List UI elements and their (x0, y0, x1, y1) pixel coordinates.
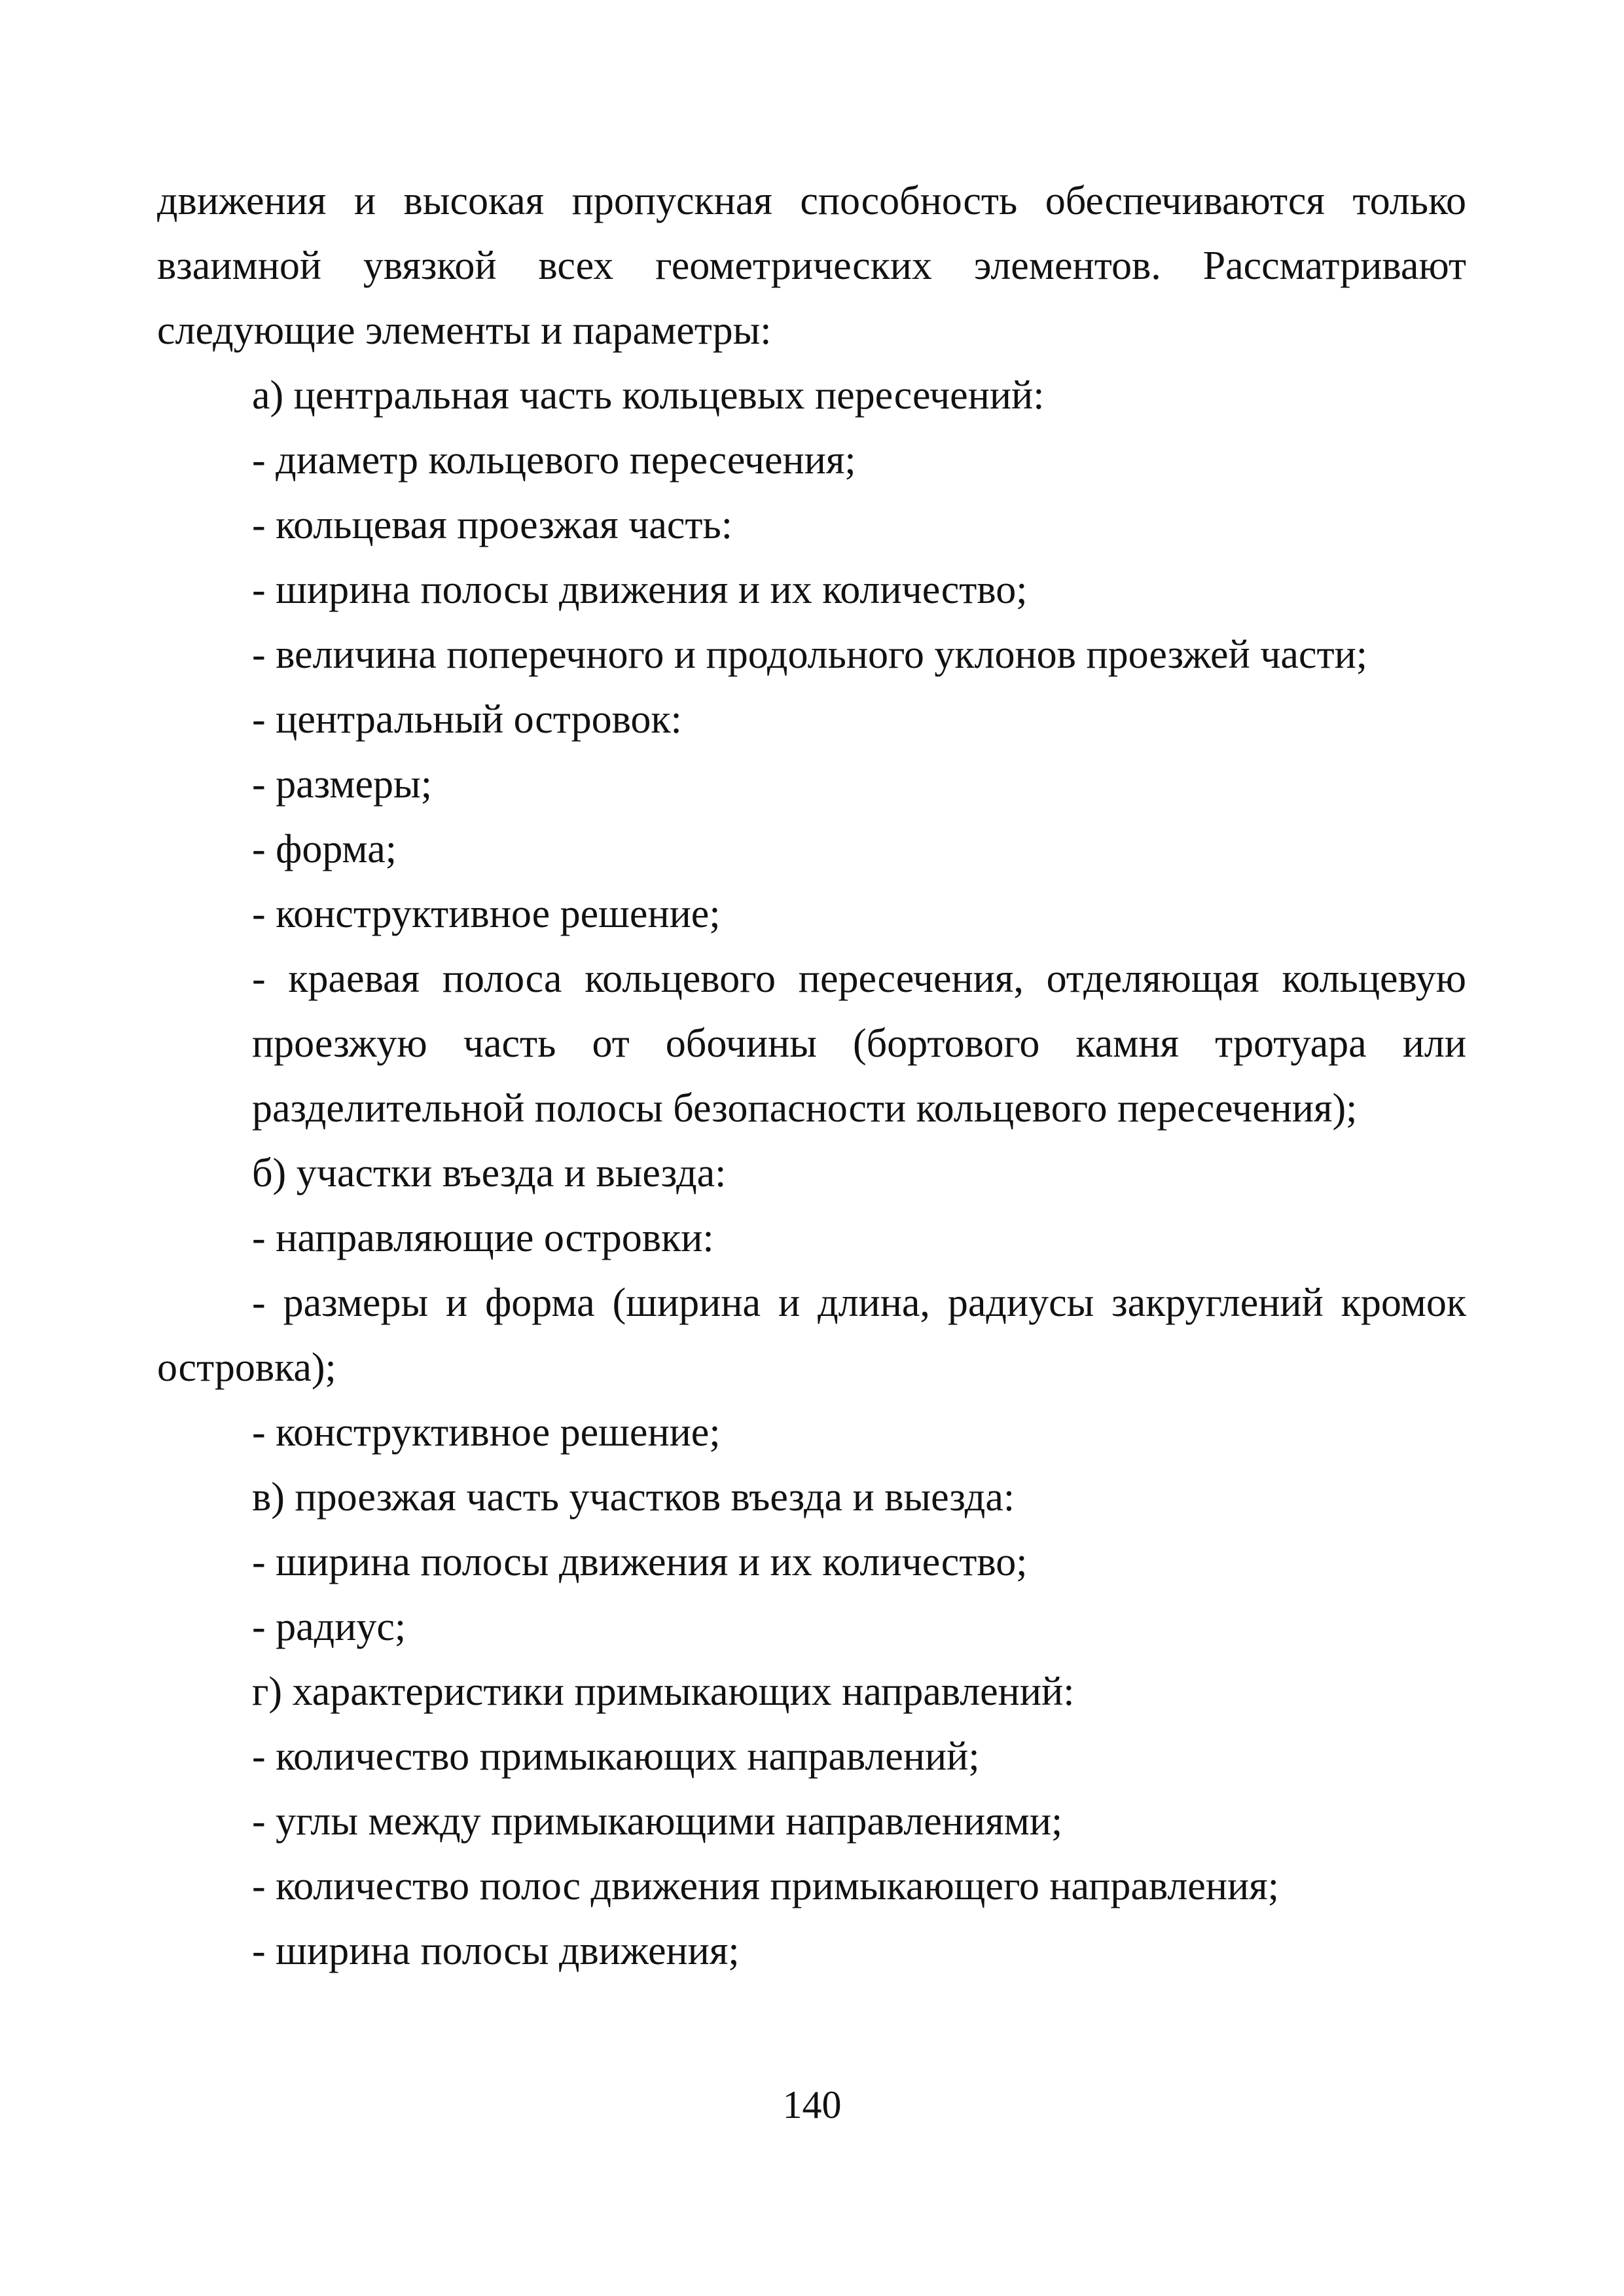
intro-paragraph: движения и высокая пропускная способность обеспечиваются только взаимной увязкой всех геометрических элементов. Рассматривают следующие элементы и параметры: (157, 179, 1466, 353)
list-item: - ширина полосы движения; (252, 1929, 740, 1973)
section-v-heading: в) проезжая часть участков въезда и выезда: (252, 1475, 1015, 1520)
list-item: - направляющие островки: (252, 1216, 714, 1260)
list-item: - ширина полосы движения и их количество; (252, 1540, 1028, 1584)
list-item: - количество примыкающих направлений; (252, 1734, 980, 1779)
list-item: - кольцевая проезжая часть: (252, 503, 732, 547)
section-b-heading: б) участки въезда и выезда: (252, 1151, 727, 1195)
section-a-heading: а) центральная часть кольцевых пересечений: (252, 373, 1045, 418)
list-item: - величина поперечного и продольного уклонов проезжей части; (252, 632, 1367, 677)
list-item: - центральный островок: (252, 697, 682, 742)
body-text (157, 169, 1466, 1984)
list-item: - размеры; (252, 762, 432, 807)
list-item: - конструктивное решение; (252, 1410, 721, 1455)
list-item: - ширина полосы движения и их количество; (252, 568, 1028, 612)
list-item: - радиус; (252, 1605, 406, 1649)
list-item: - размеры и форма (ширина и длина, радиусы закруглений кромок островка); (157, 1281, 1466, 1390)
section-g-heading: г) характеристики примыкающих направлений: (252, 1669, 1075, 1714)
list-item: - конструктивное решение; (252, 892, 721, 936)
list-item: - углы между примыкающими направлениями; (252, 1799, 1063, 1844)
page-number: 140 (782, 2083, 842, 2126)
list-item: - краевая полоса кольцевого пересечения, отделяющая кольцевую проезжую часть от обочины (бортового камня тротуара или разделительной полосы безопасности кольцевого пересечения); (252, 957, 1466, 1131)
list-item: - диаметр кольцевого пересечения; (252, 438, 856, 483)
list-item: - количество полос движения примыкающего направления; (252, 1864, 1279, 1908)
list-item: - форма; (252, 827, 397, 871)
